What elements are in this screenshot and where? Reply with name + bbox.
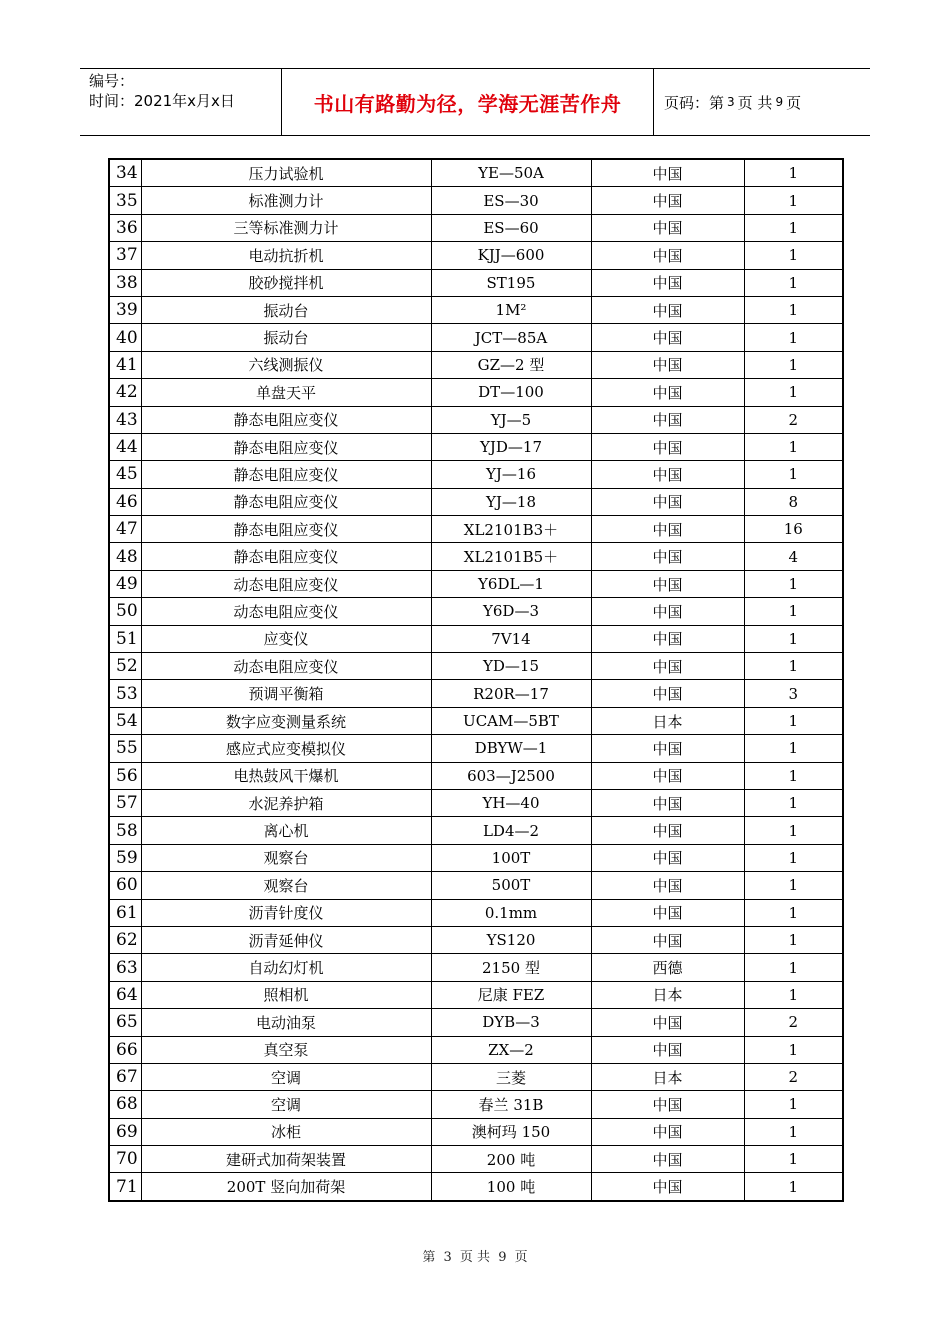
equipment-name-cell: 观察台 (141, 844, 431, 871)
equipment-name-cell: 空调 (141, 1063, 431, 1090)
model-cell: ST195 (431, 269, 591, 296)
page-middle: 页 共 (737, 93, 773, 112)
table-row (109, 625, 843, 652)
country-cell: 日本 (591, 981, 744, 1008)
table-row (109, 817, 843, 844)
model-cell: ZX—2 (431, 1036, 591, 1063)
equipment-name-cell: 六线测振仪 (141, 351, 431, 378)
equipment-name-cell: 动态电阻应变仪 (141, 653, 431, 680)
table-row (109, 926, 843, 953)
model-cell: GZ—2 型 (431, 351, 591, 378)
country-cell: 中国 (591, 543, 744, 570)
model-cell: LD4—2 (431, 817, 591, 844)
footer-current: 3 (443, 1250, 452, 1265)
equipment-name-cell: 感应式应变模拟仪 (141, 735, 431, 762)
quantity-cell: 3 (744, 680, 843, 707)
table-row (109, 1146, 843, 1173)
row-number-cell: 38 (109, 269, 141, 296)
model-cell: KJJ—600 (431, 242, 591, 269)
row-number-cell: 48 (109, 543, 141, 570)
equipment-name-cell: 真空泵 (141, 1036, 431, 1063)
model-cell: 500T (431, 872, 591, 899)
header-motto: 书山有路勤为径，学海无涯苦作舟 (282, 69, 654, 135)
country-cell: 中国 (591, 926, 744, 953)
country-cell: 中国 (591, 187, 744, 214)
model-cell: YJ—16 (431, 461, 591, 488)
table-row (109, 872, 843, 899)
quantity-cell: 1 (744, 872, 843, 899)
model-cell: XL2101B3＋ (431, 516, 591, 543)
table-row (109, 159, 843, 187)
quantity-cell: 1 (744, 159, 843, 187)
country-cell: 中国 (591, 379, 744, 406)
model-cell: 春兰 31B (431, 1091, 591, 1118)
model-cell: YJD—17 (431, 433, 591, 460)
equipment-name-cell: 静态电阻应变仪 (141, 488, 431, 515)
quantity-cell: 1 (744, 324, 843, 351)
table-row (109, 735, 843, 762)
model-cell: 100 吨 (431, 1173, 591, 1201)
model-cell: YJ—18 (431, 488, 591, 515)
quantity-cell: 4 (744, 543, 843, 570)
table-row (109, 269, 843, 296)
model-cell: R20R—17 (431, 680, 591, 707)
equipment-name-cell: 振动台 (141, 296, 431, 323)
equipment-name-cell: 数字应变测量系统 (141, 707, 431, 734)
table-row (109, 1118, 843, 1145)
quantity-cell: 2 (744, 406, 843, 433)
equipment-name-cell: 照相机 (141, 981, 431, 1008)
model-cell: YE—50A (431, 159, 591, 187)
row-number-cell: 70 (109, 1146, 141, 1173)
country-cell: 中国 (591, 680, 744, 707)
row-number-cell: 42 (109, 379, 141, 406)
equipment-name-cell: 单盘天平 (141, 379, 431, 406)
quantity-cell: 8 (744, 488, 843, 515)
table-row (109, 789, 843, 816)
model-cell: 7V14 (431, 625, 591, 652)
country-cell: 日本 (591, 1063, 744, 1090)
quantity-cell: 1 (744, 926, 843, 953)
table-row (109, 543, 843, 570)
table-row (109, 214, 843, 241)
model-cell: UCAM—5BT (431, 707, 591, 734)
table-row (109, 461, 843, 488)
model-cell: Y6DL—1 (431, 570, 591, 597)
quantity-cell: 1 (744, 598, 843, 625)
country-cell: 中国 (591, 1036, 744, 1063)
row-number-cell: 60 (109, 872, 141, 899)
quantity-cell: 16 (744, 516, 843, 543)
quantity-cell: 1 (744, 433, 843, 460)
equipment-name-cell: 自动幻灯机 (141, 954, 431, 981)
quantity-cell: 1 (744, 789, 843, 816)
model-cell: YS120 (431, 926, 591, 953)
quantity-cell: 2 (744, 1009, 843, 1036)
header-page-indicator (654, 69, 870, 135)
quantity-cell: 1 (744, 1036, 843, 1063)
row-number-cell: 64 (109, 981, 141, 1008)
table-row (109, 324, 843, 351)
country-cell: 中国 (591, 1118, 744, 1145)
model-cell: DYB—3 (431, 1009, 591, 1036)
row-number-cell: 47 (109, 516, 141, 543)
model-cell: 100T (431, 844, 591, 871)
country-cell: 中国 (591, 324, 744, 351)
table-row (109, 762, 843, 789)
row-number-cell: 36 (109, 214, 141, 241)
equipment-name-cell: 标准测力计 (141, 187, 431, 214)
row-number-cell: 63 (109, 954, 141, 981)
footer-suffix: 页 (514, 1250, 528, 1265)
row-number-cell: 37 (109, 242, 141, 269)
model-cell: 0.1mm (431, 899, 591, 926)
quantity-cell: 1 (744, 461, 843, 488)
row-number-cell: 46 (109, 488, 141, 515)
row-number-cell: 51 (109, 625, 141, 652)
equipment-name-cell: 电热鼓风干爆机 (141, 762, 431, 789)
table-row (109, 954, 843, 981)
model-cell: DBYW—1 (431, 735, 591, 762)
equipment-name-cell: 冰柜 (141, 1118, 431, 1145)
table-row (109, 653, 843, 680)
row-number-cell: 40 (109, 324, 141, 351)
equipment-name-cell: 静态电阻应变仪 (141, 406, 431, 433)
country-cell: 日本 (591, 707, 744, 734)
model-cell: YH—40 (431, 789, 591, 816)
quantity-cell: 1 (744, 1146, 843, 1173)
row-number-cell: 45 (109, 461, 141, 488)
table-row (109, 296, 843, 323)
table-row (109, 516, 843, 543)
table-row (109, 680, 843, 707)
country-cell: 中国 (591, 789, 744, 816)
country-cell: 中国 (591, 242, 744, 269)
table-row (109, 187, 843, 214)
model-cell: Y6D—3 (431, 598, 591, 625)
country-cell: 中国 (591, 214, 744, 241)
model-cell: XL2101B5＋ (431, 543, 591, 570)
row-number-cell: 57 (109, 789, 141, 816)
header-left-cell (80, 69, 282, 135)
equipment-name-cell: 沥青延伸仪 (141, 926, 431, 953)
quantity-cell: 1 (744, 269, 843, 296)
footer-prefix: 第 (422, 1250, 436, 1265)
row-number-cell: 67 (109, 1063, 141, 1090)
country-cell: 中国 (591, 1146, 744, 1173)
country-cell: 中国 (591, 598, 744, 625)
table-row (109, 433, 843, 460)
quantity-cell: 1 (744, 707, 843, 734)
row-number-cell: 59 (109, 844, 141, 871)
page-footer (0, 1246, 950, 1265)
country-cell: 中国 (591, 351, 744, 378)
quantity-cell: 1 (744, 570, 843, 597)
model-cell: ES—60 (431, 214, 591, 241)
model-cell: 200 吨 (431, 1146, 591, 1173)
model-cell: ES—30 (431, 187, 591, 214)
country-cell: 中国 (591, 1009, 744, 1036)
quantity-cell: 1 (744, 242, 843, 269)
equipment-name-cell: 静态电阻应变仪 (141, 433, 431, 460)
quantity-cell: 1 (744, 296, 843, 323)
equipment-name-cell: 胶砂搅拌机 (141, 269, 431, 296)
equipment-name-cell: 振动台 (141, 324, 431, 351)
country-cell: 中国 (591, 433, 744, 460)
country-cell: 中国 (591, 1091, 744, 1118)
country-cell: 中国 (591, 653, 744, 680)
table-row (109, 351, 843, 378)
row-number-cell: 54 (109, 707, 141, 734)
row-number-cell: 50 (109, 598, 141, 625)
quantity-cell: 1 (744, 214, 843, 241)
table-row (109, 1063, 843, 1090)
table-row (109, 1036, 843, 1063)
page-current: 3 (727, 95, 735, 109)
equipment-name-cell: 电动抗折机 (141, 242, 431, 269)
quantity-cell: 1 (744, 762, 843, 789)
model-cell: YD—15 (431, 653, 591, 680)
equipment-name-cell: 沥青针度仪 (141, 899, 431, 926)
equipment-name-cell: 动态电阻应变仪 (141, 598, 431, 625)
row-number-cell: 58 (109, 817, 141, 844)
quantity-cell: 1 (744, 981, 843, 1008)
model-cell: 1M² (431, 296, 591, 323)
quantity-cell: 1 (744, 954, 843, 981)
table-row (109, 844, 843, 871)
model-cell: 2150 型 (431, 954, 591, 981)
country-cell: 中国 (591, 296, 744, 323)
row-number-cell: 56 (109, 762, 141, 789)
country-cell: 中国 (591, 269, 744, 296)
table-row (109, 598, 843, 625)
quantity-cell: 2 (744, 1063, 843, 1090)
row-number-cell: 66 (109, 1036, 141, 1063)
row-number-cell: 49 (109, 570, 141, 597)
model-cell: 尼康 FEZ (431, 981, 591, 1008)
row-number-cell: 61 (109, 899, 141, 926)
country-cell: 中国 (591, 570, 744, 597)
equipment-name-cell: 离心机 (141, 817, 431, 844)
equipment-name-cell: 建研式加荷架装置 (141, 1146, 431, 1173)
row-number-cell: 43 (109, 406, 141, 433)
model-cell: 603—J2500 (431, 762, 591, 789)
country-cell: 西德 (591, 954, 744, 981)
country-cell: 中国 (591, 406, 744, 433)
table-row (109, 242, 843, 269)
table-row (109, 1009, 843, 1036)
page-suffix: 页 (786, 93, 802, 112)
country-cell: 中国 (591, 844, 744, 871)
model-cell: 澳柯玛 150 (431, 1118, 591, 1145)
equipment-table-body (109, 159, 843, 1201)
country-cell: 中国 (591, 159, 744, 187)
country-cell: 中国 (591, 762, 744, 789)
equipment-name-cell: 200T 竖向加荷架 (141, 1173, 431, 1201)
quantity-cell: 1 (744, 1173, 843, 1201)
quantity-cell: 1 (744, 625, 843, 652)
table-row (109, 707, 843, 734)
equipment-name-cell: 压力试验机 (141, 159, 431, 187)
table-row (109, 379, 843, 406)
page-prefix: 页码：第 (664, 93, 725, 112)
row-number-cell: 69 (109, 1118, 141, 1145)
equipment-name-cell: 观察台 (141, 872, 431, 899)
row-number-cell: 71 (109, 1173, 141, 1201)
table-row (109, 1091, 843, 1118)
equipment-name-cell: 水泥养护箱 (141, 789, 431, 816)
equipment-name-cell: 电动油泵 (141, 1009, 431, 1036)
row-number-cell: 53 (109, 680, 141, 707)
quantity-cell: 1 (744, 1118, 843, 1145)
equipment-table (108, 158, 844, 1202)
country-cell: 中国 (591, 872, 744, 899)
quantity-cell: 1 (744, 899, 843, 926)
quantity-cell: 1 (744, 817, 843, 844)
table-row (109, 488, 843, 515)
model-cell: 三菱 (431, 1063, 591, 1090)
table-row (109, 899, 843, 926)
country-cell: 中国 (591, 899, 744, 926)
row-number-cell: 55 (109, 735, 141, 762)
row-number-cell: 44 (109, 433, 141, 460)
equipment-name-cell: 应变仪 (141, 625, 431, 652)
equipment-name-cell: 静态电阻应变仪 (141, 461, 431, 488)
footer-middle: 页 共 (459, 1250, 491, 1265)
table-row (109, 981, 843, 1008)
equipment-name-cell: 动态电阻应变仪 (141, 570, 431, 597)
equipment-name-cell: 空调 (141, 1091, 431, 1118)
document-time-label: 时间：2021年x月x日 (89, 92, 235, 110)
document-number-label: 编号： (89, 72, 135, 90)
model-cell: DT—100 (431, 379, 591, 406)
country-cell: 中国 (591, 461, 744, 488)
country-cell: 中国 (591, 735, 744, 762)
model-cell: JCT—85A (431, 324, 591, 351)
equipment-name-cell: 三等标准测力计 (141, 214, 431, 241)
footer-total: 9 (498, 1250, 507, 1265)
row-number-cell: 65 (109, 1009, 141, 1036)
row-number-cell: 52 (109, 653, 141, 680)
country-cell: 中国 (591, 516, 744, 543)
country-cell: 中国 (591, 1173, 744, 1201)
row-number-cell: 68 (109, 1091, 141, 1118)
table-row (109, 406, 843, 433)
page-header (80, 68, 870, 136)
quantity-cell: 1 (744, 844, 843, 871)
row-number-cell: 39 (109, 296, 141, 323)
quantity-cell: 1 (744, 351, 843, 378)
equipment-name-cell: 静态电阻应变仪 (141, 543, 431, 570)
table-row (109, 570, 843, 597)
quantity-cell: 1 (744, 653, 843, 680)
table-row (109, 1173, 843, 1201)
quantity-cell: 1 (744, 1091, 843, 1118)
row-number-cell: 41 (109, 351, 141, 378)
row-number-cell: 35 (109, 187, 141, 214)
country-cell: 中国 (591, 488, 744, 515)
quantity-cell: 1 (744, 379, 843, 406)
quantity-cell: 1 (744, 187, 843, 214)
row-number-cell: 34 (109, 159, 141, 187)
row-number-cell: 62 (109, 926, 141, 953)
country-cell: 中国 (591, 817, 744, 844)
country-cell: 中国 (591, 625, 744, 652)
model-cell: YJ—5 (431, 406, 591, 433)
equipment-name-cell: 静态电阻应变仪 (141, 516, 431, 543)
quantity-cell: 1 (744, 735, 843, 762)
equipment-name-cell: 预调平衡箱 (141, 680, 431, 707)
page-total: 9 (775, 95, 784, 109)
